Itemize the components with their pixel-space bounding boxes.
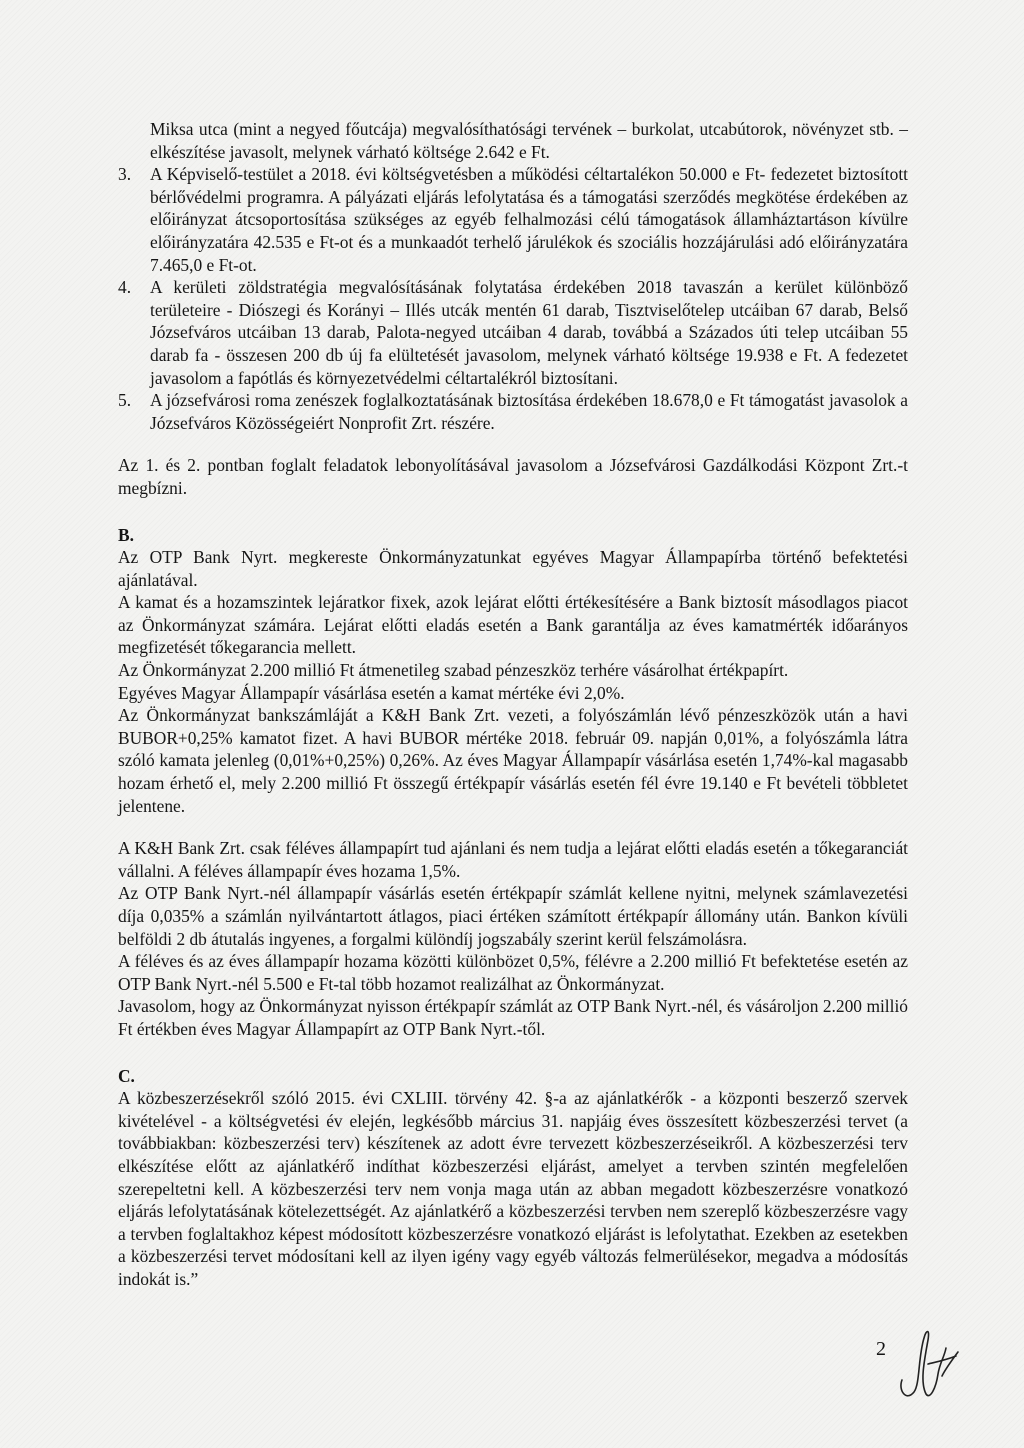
- section-b-paragraph: Egyéves Magyar Állampapír vásárlása esetén a kamat mértéke évi 2,0%.: [118, 682, 625, 703]
- section-b-paragraph: Az OTP Bank Nyrt. megkereste Önkormányzatunkat egyéves Magyar Állampapírba történő befektetési ajánlatával.: [118, 547, 908, 590]
- item-text: A kerületi zöldstratégia megvalósításának folytatása érdekében 2018 tavaszán a kerület különböző területeire - Diószegi és Korányi – Illés utcák mentén 61 darab, Tisztviselőtelep utcáiban 67 darab, Belső Józsefváros utcáiban 13 darab, Palota-negyed utcáiban 4 darab, továbbá a Százados úti telep utcáiban 55 darab fa - összesen 200 db új fa elültetését javasolom, melynek várható költsége 19.938 e Ft. A fedezetet javasolom a fapótlás és környezetvédelmi céltartalékról biztosítani.: [150, 277, 908, 388]
- document-body: [118, 118, 908, 1291]
- section-b-paragraph: Az Önkormányzat 2.200 millió Ft átmenetileg szabad pénzeszköz terhére vásárolhat értékpapírt.: [118, 660, 789, 681]
- intro-text: Miksa utca (mint a negyed főutcája) megvalósíthatósági tervének – burkolat, utcabútorok, növényzet stb. – elkészítése javasolt, melynek várható költsége 2.642 e Ft.: [150, 119, 908, 162]
- spacer: [118, 1041, 908, 1065]
- section-b-paragraph: Az Önkormányzat bankszámláját a K&H Bank Zrt. vezeti, a folyószámlán lévő pénzeszközök után a havi BUBOR+0,25% kamatot fizet. A havi BUBOR mértéke 2018. február 09. napján 0,01%, a folyószámla látra szóló kamata jelenleg (0,01%+0,25%) 0,26%. Az éves Magyar Állampapír vásárlása esetén 1,74%-kal magasabb hozam érhető el, mely 2.200 millió Ft összegű értékpapír vásárlás esetén fél évre 19.140 e Ft bevételi többletet jelentene.: [118, 705, 908, 816]
- spacer: [118, 500, 908, 524]
- section-b-paragraph: A kamat és a hozamszintek lejáratkor fixek, azok lejárat előtti értékesítésére a Bank biztosít másodlagos piacot az Önkormányzat számára. Lejárat előtti eladás esetén a Bank garantálja az éves kamatmérték időarányos megfizetését tőkegarancia mellett.: [118, 592, 908, 658]
- section-b-paragraph: Javasolom, hogy az Önkormányzat nyisson értékpapír számlát az OTP Bank Nyrt.-nél, és vásároljon 2.200 millió Ft értékben éves Magyar Állampapírt az OTP Bank Nyrt.-től.: [118, 996, 908, 1039]
- page-number: 2: [876, 1338, 886, 1360]
- spacer: [118, 817, 908, 837]
- item-number: 5.: [118, 390, 132, 411]
- item-number: 4.: [118, 277, 132, 298]
- signature-icon: [884, 1318, 964, 1408]
- spacer: [118, 434, 908, 454]
- section-b-paragraph: A féléves és az éves állampapír hozama közötti különbözet 0,5%, félévre a 2.200 millió Ft befektetése esetén az OTP Bank Nyrt.-nél 5.500 e Ft-tal több hozamot realizálhat az Önkormányzat.: [118, 951, 908, 994]
- section-c-paragraph: A közbeszerzésekről szóló 2015. évi CXLIII. törvény 42. §-a az ajánlatkérők - a központi beszerző szervek kivételével - a költségvetési év elején, legkésőbb március 31. napjáig éves összesített közbeszerzési tervet (a továbbiakban: közbeszerzési terv) készítenek az adott évre tervezett közbeszerzéseikről. A közbeszerzési terv elkészítése előtt az ajánlatkérő indíthat közbeszerzési eljárást, amelyet a tervben szintén megfelelően szerepeltetni kell. A közbeszerzési terv nem vonja maga után az abban megadott közbeszerzésre vonatkozó eljárás lefolytatásának kötelezettségét. Az ajánlatkérő a közbeszerzési tervben nem szereplő közbeszerzésre vagy a tervben foglaltakhoz képest módosított közbeszerzésre vonatkozó eljárást is lefolytathat. Ezekben az esetekben a közbeszerzési tervet módosítani kell az ilyen igény vagy egyéb változás felmerülésekor, megadva a módosítás indokát is.”: [118, 1088, 908, 1289]
- list-item: [118, 163, 908, 276]
- section-b-paragraph: A K&H Bank Zrt. csak féléves állampapírt tud ajánlani és nem tudja a lejárat előtti eladás esetén a tőkegaranciát vállalni. A féléves állampapír éves hozama 1,5%.: [118, 838, 908, 881]
- summary-paragraph: Az 1. és 2. pontban foglalt feladatok lebonyolításával javasolom a Józsefvárosi Gazdálkodási Központ Zrt.-t megbízni.: [118, 455, 908, 498]
- list-item: [118, 389, 908, 434]
- item-number: 3.: [118, 164, 132, 185]
- list-item: [118, 276, 908, 389]
- item-text: A Képviselő-testület a 2018. évi költségvetésben a működési céltartalékon 50.000 e Ft- fedezetet biztosított bérlővédelmi programra. A pályázati eljárás lefolytatása és a támogatási szerződés megkötése érdekében az előirányzat átcsoportosítása szükséges az egyéb felhalmozási célú támogatások államháztartáson kívülre előirányzatára 42.535 e Ft-ot és a munkaadót terhelő járulékok és szociális hozzájárulási adó előirányzatára 7.465,0 e Ft-ot.: [150, 164, 908, 275]
- item-text: A józsefvárosi roma zenészek foglalkoztatásának biztosítása érdekében 18.678,0 e Ft támogatást javasolok a Józsefváros Közösségeiért Nonprofit Zrt. részére.: [150, 390, 908, 433]
- intro-paragraph: [118, 118, 908, 163]
- section-c-heading: C.: [118, 1065, 135, 1086]
- section-b-heading: B.: [118, 524, 134, 545]
- section-b-paragraph: Az OTP Bank Nyrt.-nél állampapír vásárlás esetén értékpapír számlát kellene nyitni, melynek számlavezetési díja 0,035% a számlán nyilvántartott átlagos, piaci értéken számított értékpapír állomány után. Bankon kívüli belföldi 2 db átutalás ingyenes, a forgalmi különdíj jogszabály szerint kerül felszámolásra.: [118, 883, 908, 949]
